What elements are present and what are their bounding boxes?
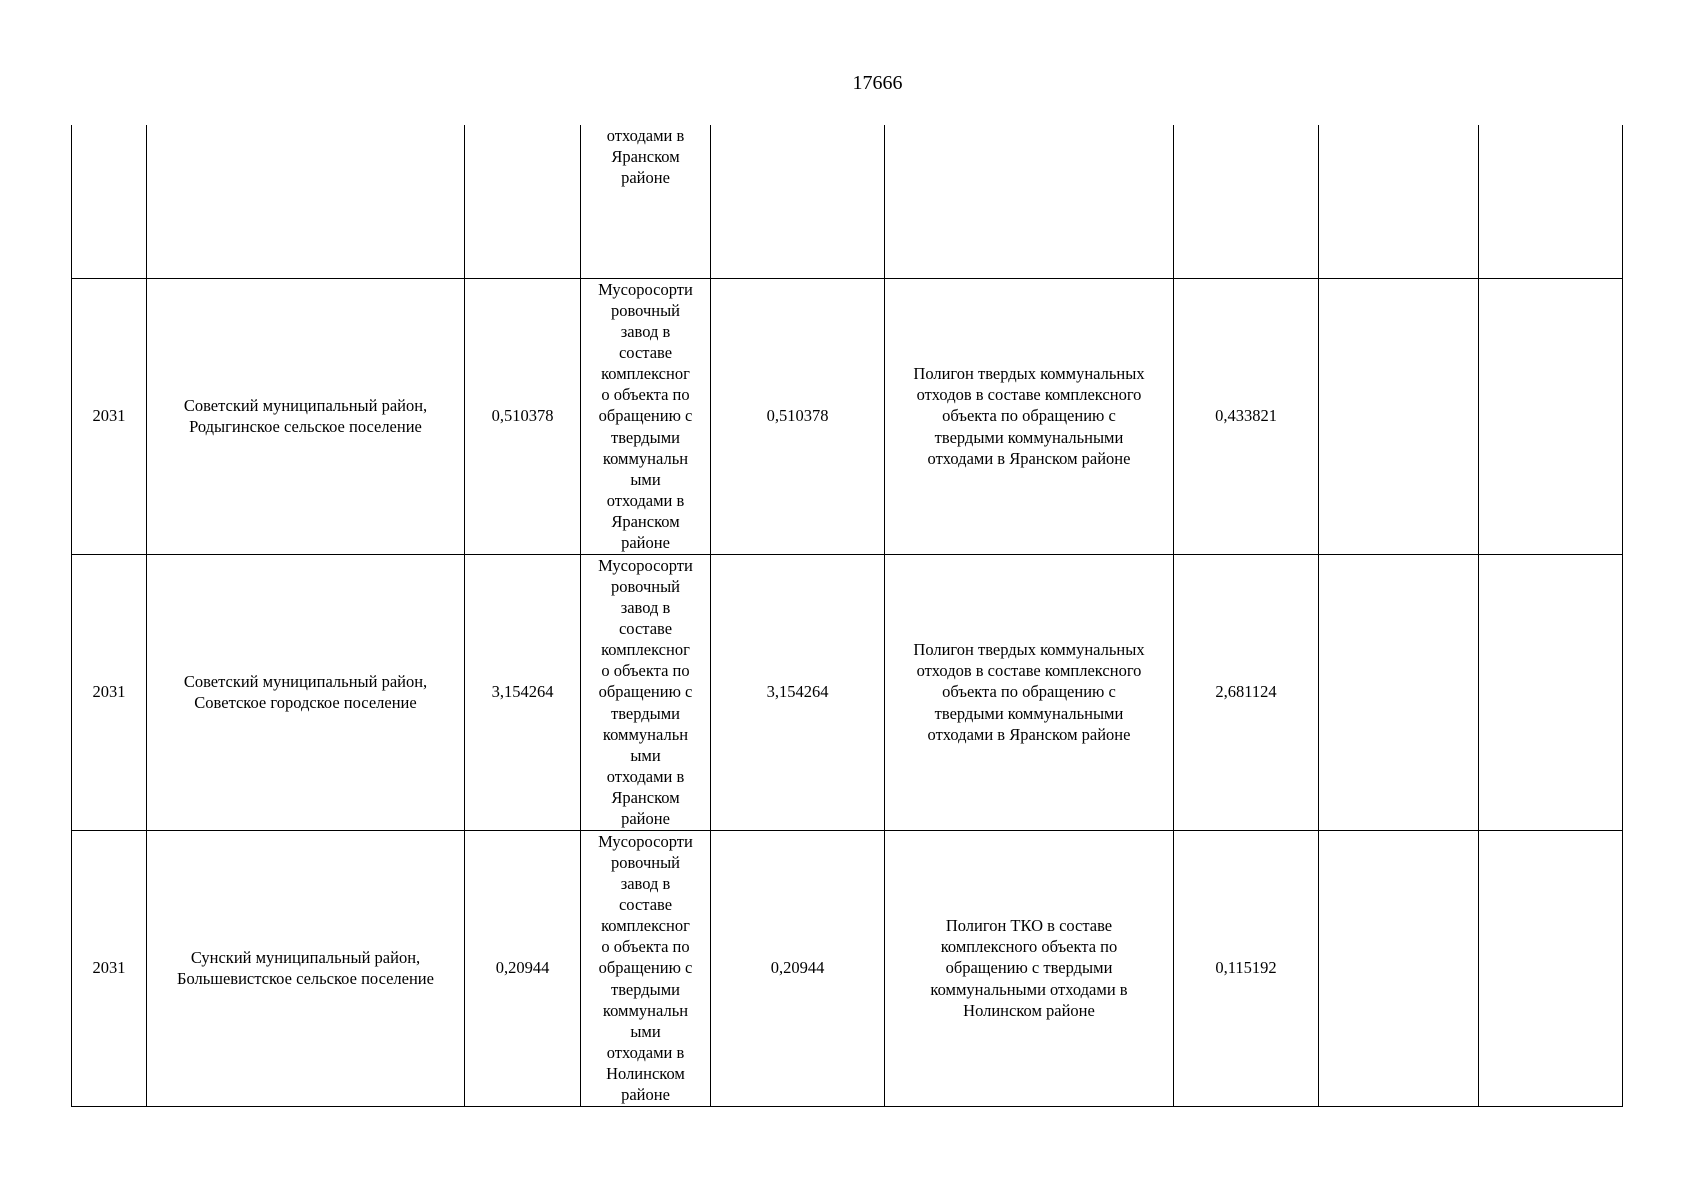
cell-volume-2	[711, 125, 885, 278]
municipality-text: Советский муниципальный район, Советское городское поселение	[183, 671, 428, 712]
table-row	[72, 278, 1623, 554]
cell-municipality	[147, 125, 465, 278]
cell-facility	[581, 554, 711, 830]
page-number: 17666	[852, 72, 903, 94]
table-row-continued	[72, 125, 1623, 278]
volume-1-text: 3,154264	[491, 682, 554, 702]
cell-facility	[581, 830, 711, 1106]
landfill-text: Полигон ТКО в составе комплексного объекта по обращению с твердыми коммунальными отходами в Нолинском районе	[930, 916, 1128, 1020]
volume-3-text: 2,681124	[1215, 682, 1277, 702]
cell-facility	[581, 278, 711, 554]
cell-volume-1	[465, 125, 581, 278]
cell-municipality	[147, 278, 465, 554]
volume-2-text: 0,510378	[766, 406, 829, 426]
cell-col-9	[1479, 554, 1623, 830]
volume-1-text: 0,20944	[495, 958, 550, 978]
cell-volume-1	[465, 554, 581, 830]
volume-3-text: 0,433821	[1215, 406, 1277, 426]
cell-volume-2	[711, 554, 885, 830]
cell-year	[72, 278, 147, 554]
facility-text: отходами в Яранском районе	[606, 126, 685, 188]
cell-volume-3	[1174, 278, 1319, 554]
year-text: 2031	[92, 682, 126, 702]
cell-col-9	[1479, 830, 1623, 1106]
cell-landfill	[885, 554, 1174, 830]
cell-landfill	[885, 278, 1174, 554]
volume-2-text: 3,154264	[766, 682, 829, 702]
cell-volume-3	[1174, 830, 1319, 1106]
cell-landfill	[885, 125, 1174, 278]
cell-volume-3	[1174, 125, 1319, 278]
cell-col-9	[1479, 278, 1623, 554]
facility-text: Мусоросорти ровочный завод в составе комплексног о объекта по обращению с твердыми коммунальн ыми отходами в Яранском районе	[598, 279, 693, 553]
cell-municipality	[147, 830, 465, 1106]
cell-facility	[581, 125, 711, 278]
year-text: 2031	[92, 958, 126, 978]
cell-year	[72, 125, 147, 278]
cell-year	[72, 830, 147, 1106]
municipality-text: Советский муниципальный район, Родыгинское сельское поселение	[183, 395, 428, 436]
cell-volume-2	[711, 830, 885, 1106]
cell-col-8	[1319, 830, 1479, 1106]
volume-2-text: 0,20944	[770, 958, 825, 978]
cell-col-8	[1319, 554, 1479, 830]
cell-landfill	[885, 830, 1174, 1106]
landfill-text: Полигон твердых коммунальных отходов в составе комплексного объекта по обращению с твердыми коммунальными отходами в Яранском районе	[913, 364, 1145, 468]
volume-3-text: 0,115192	[1215, 958, 1277, 978]
cell-col-9	[1479, 125, 1623, 278]
cell-volume-2	[711, 278, 885, 554]
facility-text: Мусоросорти ровочный завод в составе комплексног о объекта по обращению с твердыми коммунальн ыми отходами в Яранском районе	[598, 555, 693, 829]
cell-col-8	[1319, 125, 1479, 278]
volume-1-text: 0,510378	[491, 406, 554, 426]
table-row	[72, 830, 1623, 1106]
data-table	[71, 125, 1623, 1107]
cell-volume-1	[465, 830, 581, 1106]
landfill-text: Полигон твердых коммунальных отходов в составе комплексного объекта по обращению с твердыми коммунальными отходами в Яранском районе	[913, 640, 1145, 744]
municipality-text: Сунский муниципальный район, Большевистское сельское поселение	[177, 947, 434, 988]
cell-volume-1	[465, 278, 581, 554]
year-text: 2031	[92, 406, 126, 426]
cell-year	[72, 554, 147, 830]
cell-municipality	[147, 554, 465, 830]
facility-text: Мусоросорти ровочный завод в составе комплексног о объекта по обращению с твердыми коммунальн ыми отходами в Нолинском районе	[598, 831, 693, 1105]
cell-col-8	[1319, 278, 1479, 554]
table-row	[72, 554, 1623, 830]
cell-volume-3	[1174, 554, 1319, 830]
